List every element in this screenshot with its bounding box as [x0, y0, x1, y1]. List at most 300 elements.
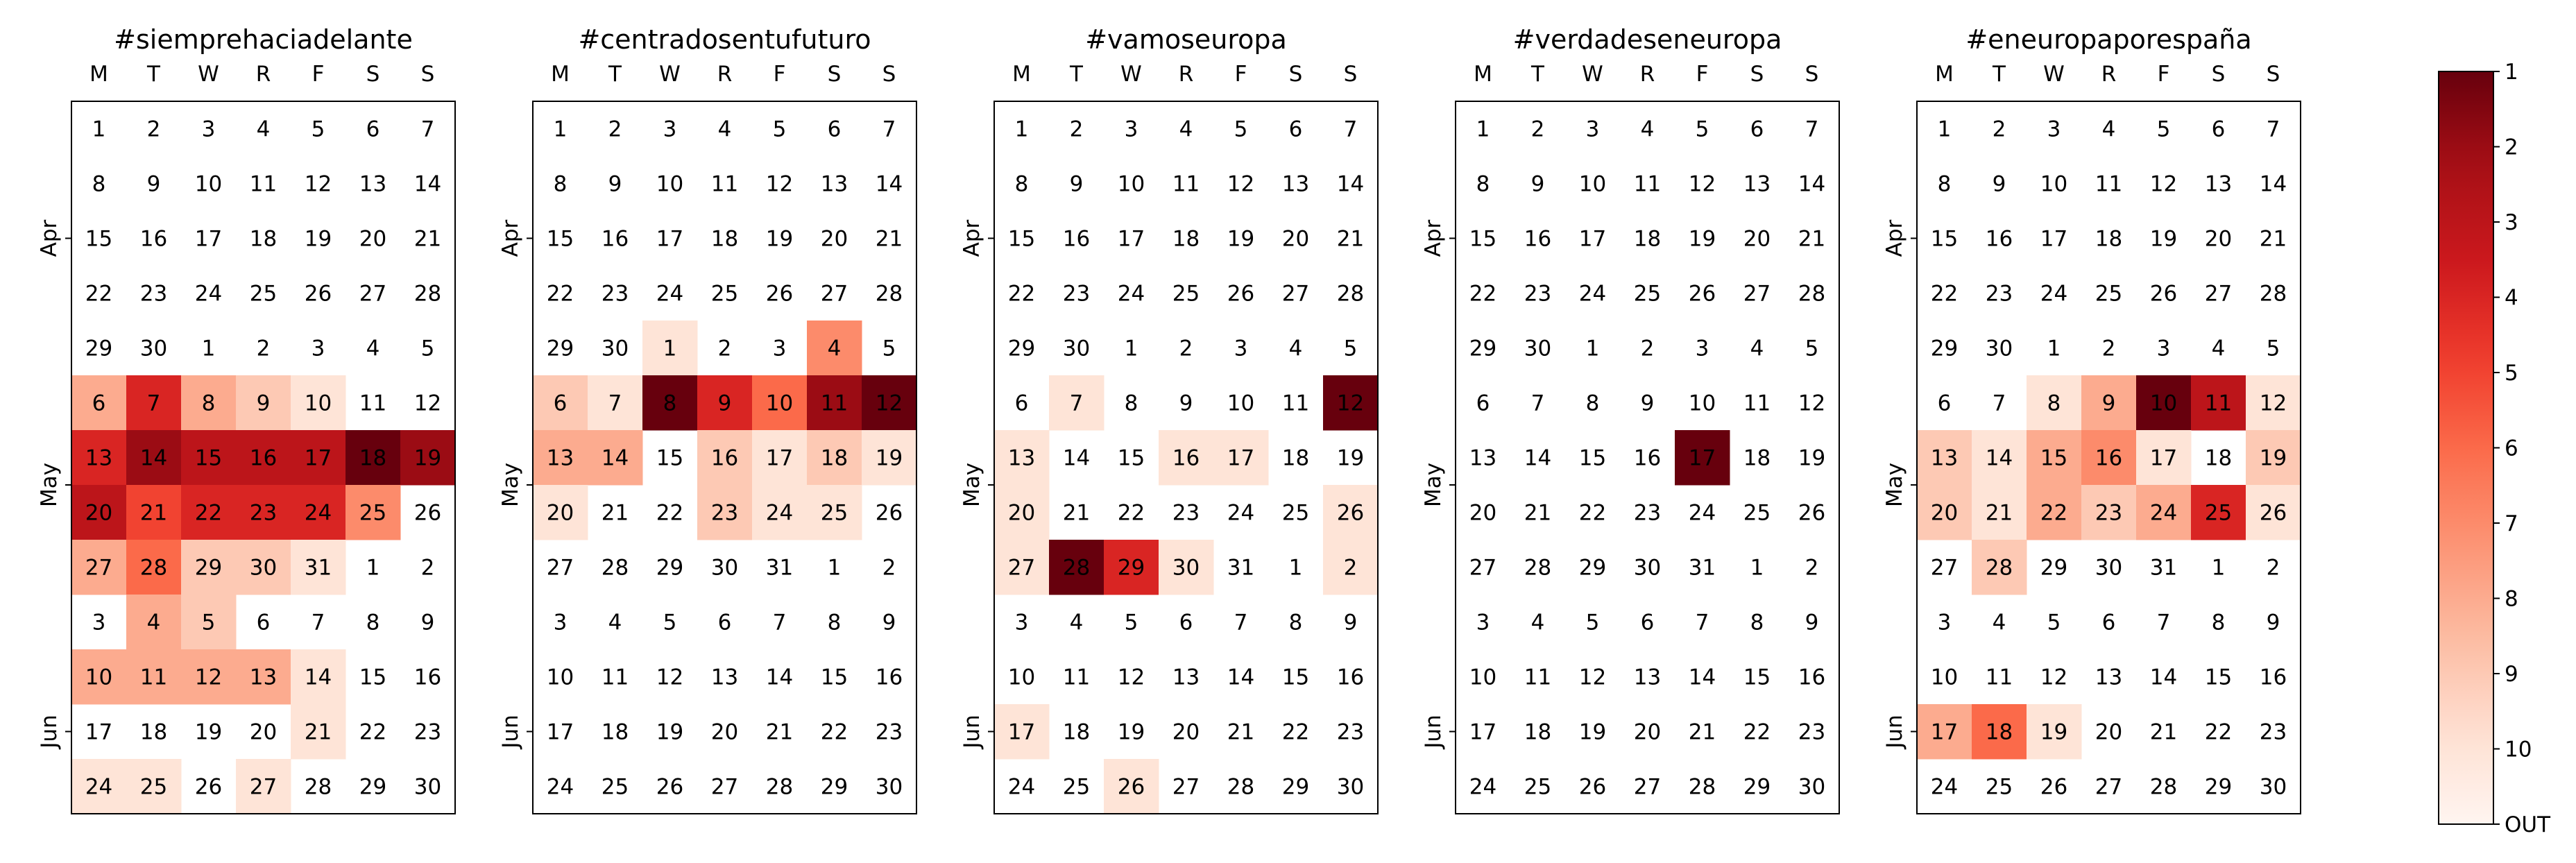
day-number: 13 [1633, 665, 1662, 690]
day-number: 29 [194, 555, 223, 581]
day-number: 20 [359, 226, 387, 252]
day-number: 6 [553, 391, 568, 416]
day-number: 26 [765, 281, 794, 307]
day-number: 11 [1633, 171, 1662, 197]
day-number: 20 [546, 500, 574, 526]
panel-title: #vamoseuropa [1085, 24, 1287, 55]
day-number: 28 [875, 281, 903, 307]
day-number: 12 [656, 665, 684, 690]
day-number: 14 [304, 665, 332, 690]
day-number: 29 [1469, 336, 1497, 361]
day-number: 6 [1179, 610, 1193, 635]
month-label: May [498, 462, 523, 508]
day-number: 7 [1530, 391, 1545, 416]
day-number: 28 [139, 555, 168, 581]
day-number: 12 [1227, 171, 1255, 197]
day-number: 10 [1688, 391, 1716, 416]
day-number: 3 [1124, 117, 1138, 142]
day-number: 22 [359, 719, 387, 745]
day-number: 4 [2101, 117, 2116, 142]
day-number: 7 [772, 610, 787, 635]
colorbar [2439, 60, 2551, 837]
day-number: 26 [304, 281, 332, 307]
day-number: 28 [304, 774, 332, 800]
day-number: 10 [765, 391, 794, 416]
day-number: 6 [1937, 391, 1952, 416]
day-number: 31 [304, 555, 332, 581]
weekday-label: T [1531, 62, 1544, 87]
day-number: 19 [2149, 226, 2178, 252]
day-number: 19 [304, 226, 332, 252]
day-number: 21 [1062, 500, 1091, 526]
day-number: 13 [2095, 665, 2123, 690]
day-number: 5 [1124, 610, 1138, 635]
day-number: 12 [1117, 665, 1145, 690]
day-number: 16 [2259, 665, 2287, 690]
day-number: 16 [1062, 226, 1091, 252]
month-label: Apr [37, 219, 62, 257]
day-number: 26 [1798, 500, 1826, 526]
day-number: 16 [249, 445, 278, 471]
day-number: 5 [1805, 336, 1819, 361]
day-number: 27 [546, 555, 574, 581]
day-number: 25 [710, 281, 739, 307]
day-number: 14 [1985, 445, 2013, 471]
day-number: 31 [2149, 555, 2178, 581]
day-number: 8 [1476, 171, 1490, 197]
month-label: Apr [498, 219, 523, 257]
day-number: 7 [608, 391, 622, 416]
day-number: 11 [1743, 391, 1771, 416]
day-number: 10 [656, 171, 684, 197]
day-number: 26 [1336, 500, 1365, 526]
day-number: 28 [1798, 281, 1826, 307]
month-label: Apr [1421, 219, 1446, 257]
month-label: Jun [37, 715, 62, 749]
day-number: 18 [249, 226, 278, 252]
weekday-label: R [1178, 62, 1194, 87]
day-number: 11 [1172, 171, 1200, 197]
day-number: 12 [194, 665, 223, 690]
day-number: 11 [1281, 391, 1310, 416]
day-number: 22 [2040, 500, 2068, 526]
day-number: 23 [1798, 719, 1826, 745]
day-number: 27 [1281, 281, 1310, 307]
day-number: 11 [1062, 665, 1091, 690]
day-number: 22 [1281, 719, 1310, 745]
day-number: 30 [2095, 555, 2123, 581]
day-number: 9 [882, 610, 896, 635]
month-label: Jun [1882, 715, 1907, 749]
day-number: 21 [1985, 500, 2013, 526]
day-number: 2 [146, 117, 161, 142]
day-number: 15 [194, 445, 223, 471]
day-number: 1 [2047, 336, 2061, 361]
day-number: 8 [827, 610, 842, 635]
day-number: 16 [413, 665, 442, 690]
day-number: 15 [1117, 445, 1145, 471]
day-number: 17 [656, 226, 684, 252]
weekday-label: S [366, 62, 380, 87]
day-number: 20 [1743, 226, 1771, 252]
weekday-label: F [1234, 62, 1247, 87]
day-number: 12 [413, 391, 442, 416]
day-number: 15 [1578, 445, 1607, 471]
day-number: 21 [1336, 226, 1365, 252]
day-number: 15 [1743, 665, 1771, 690]
day-number: 4 [1179, 117, 1193, 142]
day-number: 15 [2040, 445, 2068, 471]
colorbar-tick-label: OUT [2505, 812, 2551, 837]
day-number: 13 [710, 665, 739, 690]
day-number: 17 [304, 445, 332, 471]
day-number: 19 [2259, 445, 2287, 471]
colorbar-bar [2439, 71, 2493, 824]
day-number: 10 [1930, 665, 1959, 690]
day-number: 3 [1234, 336, 1248, 361]
weekday-label: M [1012, 62, 1031, 87]
day-number: 14 [1227, 665, 1255, 690]
day-number: 19 [413, 445, 442, 471]
day-number: 1 [553, 117, 568, 142]
day-number: 15 [85, 226, 113, 252]
weekday-label: S [2211, 62, 2226, 87]
day-number: 16 [1524, 226, 1552, 252]
day-number: 23 [875, 719, 903, 745]
day-number: 24 [1930, 774, 1959, 800]
day-number: 8 [1937, 171, 1952, 197]
day-number: 22 [2204, 719, 2233, 745]
month-label: Jun [498, 715, 523, 749]
day-number: 7 [1695, 610, 1709, 635]
month-label: Jun [959, 715, 984, 749]
day-number: 25 [1172, 281, 1200, 307]
day-number: 7 [311, 610, 325, 635]
day-number: 17 [1930, 719, 1959, 745]
day-number: 23 [2259, 719, 2287, 745]
day-number: 8 [2211, 610, 2226, 635]
day-number: 27 [1930, 555, 1959, 581]
day-number: 5 [2047, 610, 2061, 635]
day-number: 18 [1172, 226, 1200, 252]
day-number: 10 [1007, 665, 1036, 690]
colorbar-tick-label: 1 [2505, 60, 2518, 85]
colorbar-tick-label: 6 [2505, 436, 2518, 461]
day-number: 18 [820, 445, 848, 471]
day-number: 22 [85, 281, 113, 307]
day-number: 23 [249, 500, 278, 526]
day-number: 22 [1469, 281, 1497, 307]
day-number: 30 [1524, 336, 1552, 361]
day-number: 4 [1288, 336, 1303, 361]
day-number: 7 [1343, 117, 1358, 142]
weekday-label: T [608, 62, 622, 87]
weekday-label: S [1288, 62, 1303, 87]
day-number: 18 [1281, 445, 1310, 471]
day-number: 9 [146, 171, 161, 197]
day-number: 19 [2040, 719, 2068, 745]
day-number: 29 [2040, 555, 2068, 581]
day-number: 2 [2101, 336, 2116, 361]
day-number: 13 [1172, 665, 1200, 690]
day-number: 5 [2266, 336, 2280, 361]
day-number: 14 [875, 171, 903, 197]
weekday-label: S [2266, 62, 2280, 87]
day-number: 14 [765, 665, 794, 690]
day-number: 13 [359, 171, 387, 197]
day-number: 30 [1062, 336, 1091, 361]
month-label: May [1882, 462, 1907, 508]
weekday-label: T [147, 62, 160, 87]
day-number: 28 [1524, 555, 1552, 581]
day-number: 21 [2149, 719, 2178, 745]
day-number: 18 [710, 226, 739, 252]
weekday-label: W [1582, 62, 1603, 87]
day-number: 14 [2149, 665, 2178, 690]
day-number: 26 [1117, 774, 1145, 800]
day-number: 21 [2259, 226, 2287, 252]
day-number: 24 [1117, 281, 1145, 307]
day-number: 10 [1117, 171, 1145, 197]
day-number: 1 [366, 555, 380, 581]
day-number: 20 [1469, 500, 1497, 526]
day-number: 28 [1227, 774, 1255, 800]
day-number: 28 [765, 774, 794, 800]
day-number: 11 [601, 665, 629, 690]
day-number: 7 [2266, 117, 2280, 142]
day-number: 24 [304, 500, 332, 526]
day-number: 14 [139, 445, 168, 471]
day-number: 14 [1336, 171, 1365, 197]
day-number: 27 [1633, 774, 1662, 800]
day-number: 29 [359, 774, 387, 800]
day-number: 3 [1937, 610, 1952, 635]
day-number: 10 [2040, 171, 2068, 197]
day-number: 23 [710, 500, 739, 526]
day-number: 27 [359, 281, 387, 307]
day-number: 26 [1227, 281, 1255, 307]
day-number: 19 [1688, 226, 1716, 252]
weekday-label: S [420, 62, 435, 87]
day-number: 28 [2149, 774, 2178, 800]
weekday-label: R [1639, 62, 1655, 87]
weekday-label: M [551, 62, 570, 87]
day-number: 9 [717, 391, 732, 416]
day-number: 24 [1227, 500, 1255, 526]
day-number: 11 [820, 391, 848, 416]
calendar-panel [1882, 24, 2301, 814]
day-number: 24 [1688, 500, 1716, 526]
day-number: 4 [608, 610, 622, 635]
day-number: 30 [875, 774, 903, 800]
calendar-panel [959, 24, 1379, 814]
day-number: 12 [1688, 171, 1716, 197]
day-number: 11 [2095, 171, 2123, 197]
day-number: 30 [601, 336, 629, 361]
day-number: 27 [249, 774, 278, 800]
day-number: 9 [1530, 171, 1545, 197]
day-number: 22 [1578, 500, 1607, 526]
day-number: 10 [194, 171, 223, 197]
day-number: 4 [717, 117, 732, 142]
day-number: 19 [765, 226, 794, 252]
day-number: 22 [820, 719, 848, 745]
day-number: 18 [2095, 226, 2123, 252]
day-number: 19 [1117, 719, 1145, 745]
day-number: 26 [656, 774, 684, 800]
day-number: 8 [92, 171, 106, 197]
day-number: 22 [1930, 281, 1959, 307]
day-number: 29 [656, 555, 684, 581]
day-number: 22 [656, 500, 684, 526]
day-number: 22 [1117, 500, 1145, 526]
day-number: 7 [882, 117, 896, 142]
day-number: 16 [1336, 665, 1365, 690]
day-number: 11 [249, 171, 278, 197]
day-number: 9 [1992, 171, 2006, 197]
colorbar-tick-label: 8 [2505, 586, 2518, 612]
day-number: 6 [1288, 117, 1303, 142]
day-number: 9 [1640, 391, 1655, 416]
day-number: 9 [1805, 610, 1819, 635]
day-number: 6 [717, 610, 732, 635]
day-number: 30 [1633, 555, 1662, 581]
day-number: 3 [311, 336, 325, 361]
day-number: 17 [2040, 226, 2068, 252]
day-number: 12 [765, 171, 794, 197]
weekday-label: F [773, 62, 786, 87]
day-number: 8 [201, 391, 216, 416]
weekday-label: R [717, 62, 733, 87]
day-number: 4 [146, 610, 161, 635]
day-number: 13 [85, 445, 113, 471]
day-number: 20 [2204, 226, 2233, 252]
weekday-label: S [827, 62, 842, 87]
day-number: 15 [1281, 665, 1310, 690]
day-number: 21 [875, 226, 903, 252]
day-number: 28 [601, 555, 629, 581]
day-number: 18 [601, 719, 629, 745]
day-number: 26 [1688, 281, 1716, 307]
day-number: 3 [201, 117, 216, 142]
day-number: 17 [1227, 445, 1255, 471]
day-number: 21 [1688, 719, 1716, 745]
day-number: 1 [1585, 336, 1600, 361]
day-number: 9 [1343, 610, 1358, 635]
day-number: 24 [1578, 281, 1607, 307]
day-number: 16 [2095, 445, 2123, 471]
day-number: 8 [1124, 391, 1138, 416]
day-number: 27 [2204, 281, 2233, 307]
day-number: 10 [2149, 391, 2178, 416]
day-number: 23 [1985, 281, 2013, 307]
day-number: 6 [366, 117, 380, 142]
day-number: 22 [1007, 281, 1036, 307]
day-number: 16 [1985, 226, 2013, 252]
day-number: 1 [92, 117, 106, 142]
day-number: 1 [827, 555, 842, 581]
day-number: 18 [1633, 226, 1662, 252]
day-number: 24 [1007, 774, 1036, 800]
day-number: 3 [1476, 610, 1490, 635]
day-number: 2 [882, 555, 896, 581]
day-number: 21 [765, 719, 794, 745]
day-number: 3 [1695, 336, 1709, 361]
day-number: 26 [194, 774, 223, 800]
day-number: 23 [1524, 281, 1552, 307]
day-number: 14 [1524, 445, 1552, 471]
day-number: 12 [2040, 665, 2068, 690]
day-number: 21 [1227, 719, 1255, 745]
day-number: 16 [1633, 445, 1662, 471]
day-number: 23 [1336, 719, 1365, 745]
day-number: 8 [1750, 610, 1764, 635]
day-number: 15 [546, 226, 574, 252]
day-number: 10 [85, 665, 113, 690]
panel-title: #verdadeseneuropa [1512, 24, 1782, 55]
day-number: 21 [139, 500, 168, 526]
day-number: 25 [249, 281, 278, 307]
day-number: 30 [1172, 555, 1200, 581]
day-number: 8 [1288, 610, 1303, 635]
day-number: 19 [1798, 445, 1826, 471]
day-number: 17 [85, 719, 113, 745]
day-number: 12 [304, 171, 332, 197]
day-number: 1 [1937, 117, 1952, 142]
day-number: 17 [2149, 445, 2178, 471]
day-number: 31 [1688, 555, 1716, 581]
day-number: 20 [1930, 500, 1959, 526]
weekday-label: S [882, 62, 896, 87]
day-number: 11 [139, 665, 168, 690]
day-number: 14 [601, 445, 629, 471]
month-label: May [1421, 462, 1446, 508]
day-number: 15 [1469, 226, 1497, 252]
day-number: 3 [772, 336, 787, 361]
day-number: 13 [1281, 171, 1310, 197]
day-number: 7 [420, 117, 435, 142]
day-number: 26 [1578, 774, 1607, 800]
colorbar-tick-label: 10 [2505, 737, 2532, 762]
day-number: 5 [1695, 117, 1709, 142]
weekday-label: M [89, 62, 108, 87]
day-number: 5 [420, 336, 435, 361]
panel-title: #siemprehaciadelante [114, 24, 413, 55]
day-number: 13 [820, 171, 848, 197]
weekday-label: R [2101, 62, 2117, 87]
day-number: 18 [139, 719, 168, 745]
day-number: 19 [656, 719, 684, 745]
day-number: 12 [2149, 171, 2178, 197]
panel-title: #centradosentufuturo [578, 24, 871, 55]
day-number: 20 [85, 500, 113, 526]
day-number: 9 [2101, 391, 2116, 416]
day-number: 24 [85, 774, 113, 800]
weekday-label: F [1696, 62, 1709, 87]
day-number: 3 [1014, 610, 1029, 635]
day-number: 30 [2259, 774, 2287, 800]
weekday-label: F [2157, 62, 2170, 87]
day-number: 29 [2204, 774, 2233, 800]
day-number: 12 [1798, 391, 1826, 416]
day-number: 2 [1992, 117, 2006, 142]
day-number: 6 [1640, 610, 1655, 635]
day-number: 26 [2040, 774, 2068, 800]
day-number: 22 [546, 281, 574, 307]
day-number: 4 [256, 117, 271, 142]
day-number: 12 [875, 391, 903, 416]
day-number: 4 [2211, 336, 2226, 361]
